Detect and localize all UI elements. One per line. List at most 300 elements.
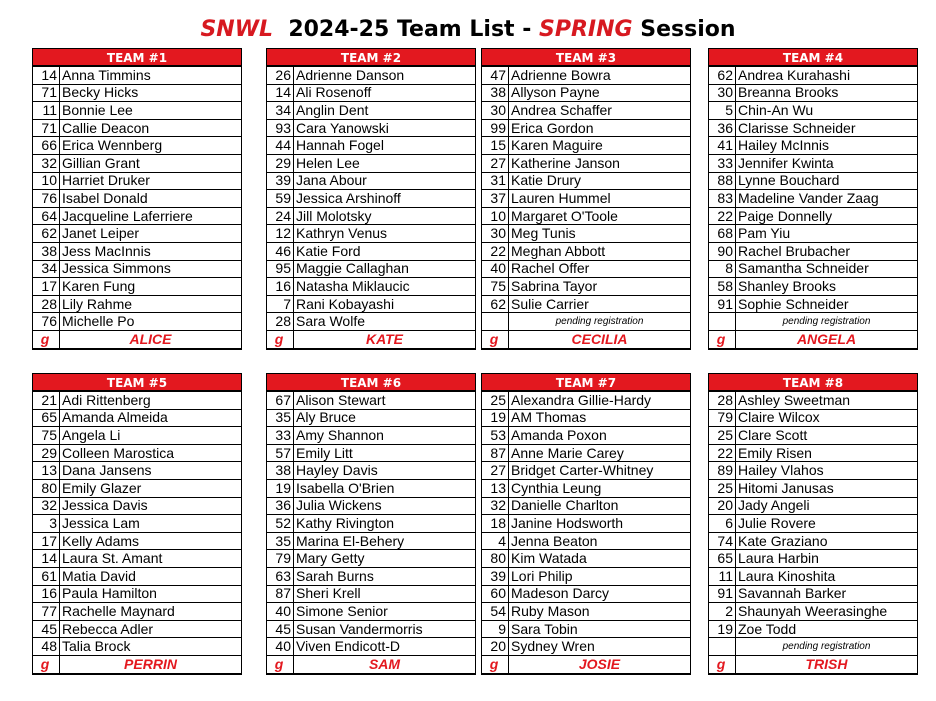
player-name: Ashley Sweetman [736,392,918,410]
team-3-block [481,48,691,350]
player-name: Hayley Davis [294,462,476,480]
jersey-number: 11 [33,102,60,120]
roster-row [33,620,242,638]
team-header: TEAM #8 [708,373,918,391]
roster-row [267,260,476,278]
jersey-number: 79 [709,409,736,427]
player-name: Shaunyah Weerasinghe [736,603,918,621]
team-1-block [32,48,242,350]
jersey-number: 41 [709,137,736,155]
jersey-number: 30 [709,84,736,102]
jersey-number: 64 [33,207,60,225]
jersey-number: 11 [709,567,736,585]
roster-row [709,532,918,550]
roster-row [267,392,476,410]
roster-row [482,532,691,550]
jersey-number: 54 [482,603,509,621]
jersey-number: 93 [267,119,294,137]
title-year: 2024-25 Team List - [288,17,532,42]
jersey-number: 29 [33,444,60,462]
jersey-number: 16 [33,585,60,603]
roster-row [482,190,691,208]
player-name: Anglin Dent [294,102,476,120]
jersey-number: 10 [482,207,509,225]
roster-row [482,119,691,137]
roster-row [267,207,476,225]
roster-row [267,567,476,585]
captain-row [709,330,918,348]
player-name: Bonnie Lee [60,102,242,120]
jersey-number: 19 [267,479,294,497]
player-name: Karen Maguire [509,137,691,155]
player-name: Erica Wennberg [60,137,242,155]
jersey-number: 13 [482,479,509,497]
roster-row [709,295,918,313]
roster-row [267,190,476,208]
player-name: Aly Bruce [294,409,476,427]
roster-row [267,603,476,621]
player-name: Janet Leiper [60,225,242,243]
player-name: Sulie Carrier [509,295,691,313]
player-name: Rachel Brubacher [736,242,918,260]
player-name: Madeson Darcy [509,585,691,603]
jersey-number: 36 [267,497,294,515]
jersey-number: 22 [482,242,509,260]
jersey-number: 38 [33,242,60,260]
jersey-number: 6 [709,515,736,533]
jersey-number: 14 [33,67,60,85]
team-7-block [481,373,691,675]
roster-row [709,102,918,120]
roster-row [482,444,691,462]
player-name: Paula Hamilton [60,585,242,603]
jersey-number: 24 [267,207,294,225]
roster-row [482,427,691,445]
roster-table [708,391,918,675]
jersey-number: 7 [267,295,294,313]
player-name: Becky Hicks [60,84,242,102]
team-6-block [266,373,476,675]
roster-row [709,392,918,410]
roster-row [709,137,918,155]
jersey-number: 62 [482,295,509,313]
player-name: Amy Shannon [294,427,476,445]
jersey-number: 68 [709,225,736,243]
roster-row [33,207,242,225]
roster-row [482,462,691,480]
roster-row [482,585,691,603]
roster-row [267,479,476,497]
player-name: Jessica Lam [60,515,242,533]
jersey-number: 95 [267,260,294,278]
pending-registration-note: pending registration [736,313,918,331]
roster-row [482,242,691,260]
team-header: TEAM #7 [481,373,691,391]
roster-row [267,119,476,137]
jersey-number: 80 [482,550,509,568]
player-name: Isabella O'Brien [294,479,476,497]
player-name: Allyson Payne [509,84,691,102]
player-name: Hailey McInnis [736,137,918,155]
roster-row [482,515,691,533]
roster-row [267,444,476,462]
player-name: Clarisse Schneider [736,119,918,137]
jersey-number: 27 [482,154,509,172]
player-name: Sydney Wren [509,638,691,656]
jersey-number: 62 [709,67,736,85]
roster-row [33,225,242,243]
jersey-number: 3 [33,515,60,533]
jersey-number: 67 [267,392,294,410]
jersey-number: 74 [709,532,736,550]
player-name: Karen Fung [60,278,242,296]
player-name: Julie Rovere [736,515,918,533]
roster-row [33,172,242,190]
player-name: Colleen Marostica [60,444,242,462]
jersey-number: 44 [267,137,294,155]
roster-row [709,462,918,480]
roster-row [33,84,242,102]
roster-row [33,67,242,85]
jersey-number: 30 [482,102,509,120]
roster-row [709,567,918,585]
roster-row [709,603,918,621]
team-header: TEAM #4 [708,48,918,66]
roster-row [482,225,691,243]
jersey-number: 89 [709,462,736,480]
jersey-number: 71 [33,119,60,137]
jersey-number: 57 [267,444,294,462]
jersey-number: 19 [482,409,509,427]
player-name: Natasha Miklaucic [294,278,476,296]
roster-row [33,260,242,278]
jersey-number: 35 [267,409,294,427]
jersey-number: 61 [33,567,60,585]
player-name: Jess MacInnis [60,242,242,260]
jersey-number: 87 [267,585,294,603]
roster-row [709,479,918,497]
player-name: Rebecca Adler [60,620,242,638]
roster-row [709,620,918,638]
roster-table [708,66,918,350]
player-name: Lori Philip [509,567,691,585]
roster-row [709,242,918,260]
player-name: Samantha Schneider [736,260,918,278]
player-name: Adi Rittenberg [60,392,242,410]
player-name: Laura St. Amant [60,550,242,568]
player-name: Meg Tunis [509,225,691,243]
goalie-marker: g [709,330,736,348]
roster-row [709,427,918,445]
roster-row [267,172,476,190]
player-name: Sophie Schneider [736,295,918,313]
jersey-number: 29 [267,154,294,172]
player-name: Kelly Adams [60,532,242,550]
captain-name: ALICE [60,330,242,348]
roster-table [32,391,242,675]
jersey-number: 40 [482,260,509,278]
roster-row [482,260,691,278]
player-name: Michelle Po [60,313,242,331]
jersey-number: 38 [267,462,294,480]
jersey-number [709,638,736,656]
player-name: Bridget Carter-Whitney [509,462,691,480]
roster-row [482,550,691,568]
goalie-marker: g [482,330,509,348]
player-name: Margaret O'Toole [509,207,691,225]
roster-row [482,172,691,190]
title-session: SPRING [539,17,633,42]
roster-row [267,638,476,656]
captain-name: TRISH [736,655,918,673]
player-name: Viven Endicott-D [294,638,476,656]
player-name: Harriet Druker [60,172,242,190]
player-name: Savannah Barker [736,585,918,603]
title-league: SNWL [200,17,273,42]
roster-row [709,119,918,137]
roster-row [482,620,691,638]
player-name: Alexandra Gillie-Hardy [509,392,691,410]
roster-row [482,638,691,656]
player-name: Lauren Hummel [509,190,691,208]
jersey-number: 32 [33,497,60,515]
jersey-number: 18 [482,515,509,533]
captain-name: ANGELA [736,330,918,348]
player-name: AM Thomas [509,409,691,427]
player-name: Rachelle Maynard [60,603,242,621]
roster-row [709,190,918,208]
roster-row [33,154,242,172]
player-name: Emily Glazer [60,479,242,497]
roster-row [267,278,476,296]
roster-row [482,409,691,427]
player-name: Anne Marie Carey [509,444,691,462]
player-name: Andrea Schaffer [509,102,691,120]
jersey-number: 35 [267,532,294,550]
player-name: Janine Hodsworth [509,515,691,533]
jersey-number: 33 [267,427,294,445]
roster-row [267,585,476,603]
player-name: Maggie Callaghan [294,260,476,278]
player-name: Amanda Almeida [60,409,242,427]
roster-row [33,190,242,208]
roster-row [482,295,691,313]
jersey-number: 91 [709,295,736,313]
jersey-number: 59 [267,190,294,208]
team-header: TEAM #3 [481,48,691,66]
player-name: Emily Litt [294,444,476,462]
player-name: Adrienne Bowra [509,67,691,85]
jersey-number: 99 [482,119,509,137]
roster-row [267,462,476,480]
roster-row [267,515,476,533]
roster-row [482,102,691,120]
player-name: Jana Abour [294,172,476,190]
jersey-number: 40 [267,638,294,656]
jersey-number: 53 [482,427,509,445]
player-name: Paige Donnelly [736,207,918,225]
roster-row [267,409,476,427]
jersey-number: 71 [33,84,60,102]
jersey-number: 12 [267,225,294,243]
roster-row [482,278,691,296]
roster-row [33,532,242,550]
roster-row [33,550,242,568]
jersey-number: 91 [709,585,736,603]
roster-row [33,137,242,155]
player-name: Adrienne Danson [294,67,476,85]
player-name: Lynne Bouchard [736,172,918,190]
goalie-marker: g [267,330,294,348]
roster-row [482,567,691,585]
jersey-number: 77 [33,603,60,621]
roster-row [33,638,242,656]
jersey-number: 80 [33,479,60,497]
roster-row [482,84,691,102]
captain-name: CECILIA [509,330,691,348]
roster-row [33,515,242,533]
roster-row [709,84,918,102]
jersey-number: 75 [33,427,60,445]
jersey-number: 13 [33,462,60,480]
roster-row [33,567,242,585]
team-4-block [708,48,918,350]
player-name: Cara Yanowski [294,119,476,137]
jersey-number: 32 [33,154,60,172]
player-name: Sara Tobin [509,620,691,638]
player-name: Callie Deacon [60,119,242,137]
jersey-number: 9 [482,620,509,638]
jersey-number: 83 [709,190,736,208]
jersey-number: 28 [267,313,294,331]
player-name: Jennifer Kwinta [736,154,918,172]
pending-registration-note: pending registration [509,313,691,331]
goalie-marker: g [33,655,60,673]
team-header: TEAM #2 [266,48,476,66]
roster-table [266,391,476,675]
player-name: Lily Rahme [60,295,242,313]
jersey-number: 27 [482,462,509,480]
player-name: Dana Jansens [60,462,242,480]
player-name: Julia Wickens [294,497,476,515]
roster-row [33,278,242,296]
player-name: Matia David [60,567,242,585]
player-name: Kathryn Venus [294,225,476,243]
roster-row [267,225,476,243]
jersey-number: 36 [709,119,736,137]
player-name: Katie Drury [509,172,691,190]
team-header: TEAM #1 [32,48,242,66]
jersey-number: 14 [267,84,294,102]
pending-row [482,313,691,331]
player-name: Gillian Grant [60,154,242,172]
player-name: Ali Rosenoff [294,84,476,102]
title-session-word: Session [640,17,736,42]
roster-row [482,479,691,497]
jersey-number: 33 [709,154,736,172]
player-name: Jady Angeli [736,497,918,515]
team-2-block [266,48,476,350]
jersey-number: 26 [267,67,294,85]
player-name: Zoe Todd [736,620,918,638]
jersey-number: 21 [33,392,60,410]
jersey-number: 40 [267,603,294,621]
roster-row [482,392,691,410]
player-name: Katherine Janson [509,154,691,172]
jersey-number: 45 [267,620,294,638]
roster-row [709,154,918,172]
jersey-number: 4 [482,532,509,550]
roster-row [267,497,476,515]
jersey-number: 65 [33,409,60,427]
jersey-number: 60 [482,585,509,603]
roster-row [33,585,242,603]
player-name: Andrea Kurahashi [736,67,918,85]
player-name: Emily Risen [736,444,918,462]
roster-row [33,392,242,410]
player-name: Sabrina Tayor [509,278,691,296]
roster-row [482,137,691,155]
roster-table [266,66,476,350]
jersey-number: 22 [709,207,736,225]
team-8-block [708,373,918,675]
roster-row [267,67,476,85]
player-name: Cynthia Leung [509,479,691,497]
captain-row [709,655,918,673]
jersey-number: 20 [482,638,509,656]
jersey-number: 19 [709,620,736,638]
player-name: Rani Kobayashi [294,295,476,313]
captain-row [482,655,691,673]
captain-name: PERRIN [60,655,242,673]
jersey-number: 37 [482,190,509,208]
jersey-number: 34 [267,102,294,120]
roster-row [33,603,242,621]
player-name: Amanda Poxon [509,427,691,445]
roster-row [33,409,242,427]
captain-name: KATE [294,330,476,348]
jersey-number: 34 [33,260,60,278]
roster-row [709,207,918,225]
roster-row [482,67,691,85]
player-name: Jessica Davis [60,497,242,515]
player-name: Helen Lee [294,154,476,172]
roster-row [482,154,691,172]
roster-row [33,313,242,331]
roster-row [267,154,476,172]
jersey-number: 25 [709,479,736,497]
jersey-number: 25 [482,392,509,410]
jersey-number: 52 [267,515,294,533]
player-name: Kathy Rivington [294,515,476,533]
page-title [0,17,936,42]
player-name: Isabel Donald [60,190,242,208]
jersey-number: 17 [33,532,60,550]
jersey-number: 8 [709,260,736,278]
jersey-number: 87 [482,444,509,462]
jersey-number: 5 [709,102,736,120]
player-name: Erica Gordon [509,119,691,137]
pending-row [709,638,918,656]
player-name: Meghan Abbott [509,242,691,260]
player-name: Claire Wilcox [736,409,918,427]
roster-row [482,497,691,515]
captain-row [33,655,242,673]
player-name: Mary Getty [294,550,476,568]
jersey-number: 17 [33,278,60,296]
jersey-number: 45 [33,620,60,638]
player-name: Sarah Burns [294,567,476,585]
